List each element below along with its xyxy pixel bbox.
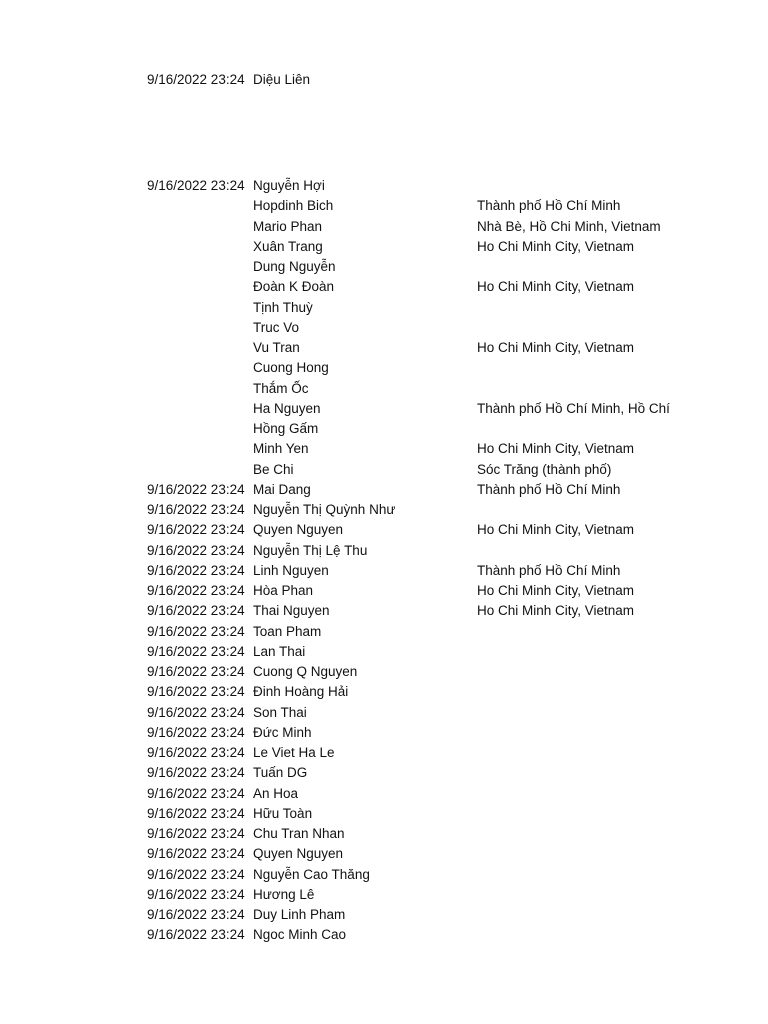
timestamp-cell: 9/16/2022 23:24 [147,562,245,578]
name-cell: Hopdinh Bich [253,198,334,214]
location-cell: Ho Chi Minh City, Vietnam [477,603,635,619]
name-cell: Nguyễn Cao Thăng [253,866,370,882]
name-cell: Diệu Liên [253,72,311,87]
location-cell: Thành phố Hồ Chí Minh [477,562,621,578]
name-cell: Quyen Nguyen [253,846,344,862]
timestamp-cell: 9/16/2022 23:24 [147,643,245,659]
name-cell: Thai Nguyen [253,603,330,619]
name-cell: Nguyễn Hợi [253,178,325,193]
timestamp-cell: 9/16/2022 23:24 [147,481,245,497]
name-cell: Son Thai [253,704,307,720]
timestamp-cell: 9/16/2022 23:24 [147,826,245,841]
name-cell: Đoàn K Đoàn [253,279,335,295]
name-cell: Đinh Hoàng Hải [253,684,349,700]
timestamp-cell: 9/16/2022 23:24 [147,724,245,740]
name-cell: Mai Dang [253,481,311,497]
name-cell: Hữu Toàn [253,805,313,821]
name-cell: Chu Tran Nhan [253,826,345,841]
location-cell: Thành phố Hồ Chí Minh, Hồ Chí [477,400,670,416]
name-cell: Hương Lê [253,886,315,902]
timestamp-cell: 9/16/2022 23:24 [147,583,245,598]
name-cell: Minh Yen [253,441,309,457]
timestamp-cell: 9/16/2022 23:24 [147,907,245,922]
name-cell: Hòa Phan [253,583,314,598]
location-cell: Ho Chi Minh City, Vietnam [477,238,635,254]
name-cell: Ha Nguyen [253,400,321,416]
timestamp-cell: 9/16/2022 23:24 [147,72,245,87]
timestamp-cell: 9/16/2022 23:24 [147,684,245,700]
name-cell: Đức Minh [253,724,312,740]
location-cell: Thành phố Hồ Chí Minh [477,198,621,214]
name-cell: Be Chi [253,461,294,477]
timestamp-cell: 9/16/2022 23:24 [147,927,245,943]
location-cell: Ho Chi Minh City, Vietnam [477,441,635,457]
name-cell: Linh Nguyen [253,562,329,578]
timestamp-cell: 9/16/2022 23:24 [147,886,245,902]
timestamp-cell: 9/16/2022 23:24 [147,623,245,639]
name-cell: Xuân Trang [253,238,323,254]
timestamp-cell: 9/16/2022 23:24 [147,745,245,760]
location-cell: Ho Chi Minh City, Vietnam [477,522,635,538]
location-cell: Sóc Trăng (thành phố) [477,461,612,477]
name-cell: Ngoc Minh Cao [253,927,347,943]
name-cell: Vu Tran [253,340,300,355]
name-cell: Nguyễn Thị Lệ Thu [253,542,368,558]
name-cell: Truc Vo [253,319,300,335]
name-cell: Tuấn DG [253,765,308,781]
timestamp-cell: 9/16/2022 23:24 [147,805,245,821]
name-cell: Dung Nguyễn [253,259,336,274]
timestamp-cell: 9/16/2022 23:24 [147,522,245,538]
name-cell: Le Viet Ha Le [253,745,335,760]
timestamp-cell: 9/16/2022 23:24 [147,178,245,193]
timestamp-cell: 9/16/2022 23:24 [147,785,245,801]
timestamp-cell: 9/16/2022 23:24 [147,846,245,862]
timestamp-cell: 9/16/2022 23:24 [147,866,245,882]
timestamp-cell: 9/16/2022 23:24 [147,502,245,517]
name-cell: Toan Pham [253,623,322,639]
location-cell: Ho Chi Minh City, Vietnam [477,279,635,295]
timestamp-cell: 9/16/2022 23:24 [147,765,245,781]
timestamp-cell: 9/16/2022 23:24 [147,542,245,558]
name-cell: Lan Thai [253,643,306,659]
name-cell: Thắm Ốc [253,380,309,396]
location-cell: Ho Chi Minh City, Vietnam [477,340,635,355]
name-cell: Duy Linh Pham [253,907,346,922]
name-cell: Tịnh Thuỳ [253,299,313,315]
location-cell: Nhà Bè, Hồ Chi Minh, Vietnam [477,218,661,234]
name-cell: An Hoa [253,785,299,801]
timestamp-cell: 9/16/2022 23:24 [147,603,245,619]
name-cell: Mario Phan [253,218,323,234]
name-cell: Cuong Hong [253,360,329,376]
location-cell: Ho Chi Minh City, Vietnam [477,583,635,598]
name-cell: Cuong Q Nguyen [253,664,358,679]
name-cell: Nguyễn Thị Quỳnh Như [253,502,396,517]
timestamp-cell: 9/16/2022 23:24 [147,704,245,720]
timestamp-cell: 9/16/2022 23:24 [147,664,245,679]
name-cell: Quyen Nguyen [253,522,344,538]
location-cell: Thành phố Hồ Chí Minh [477,481,621,497]
name-cell: Hồng Gấm [253,421,319,436]
